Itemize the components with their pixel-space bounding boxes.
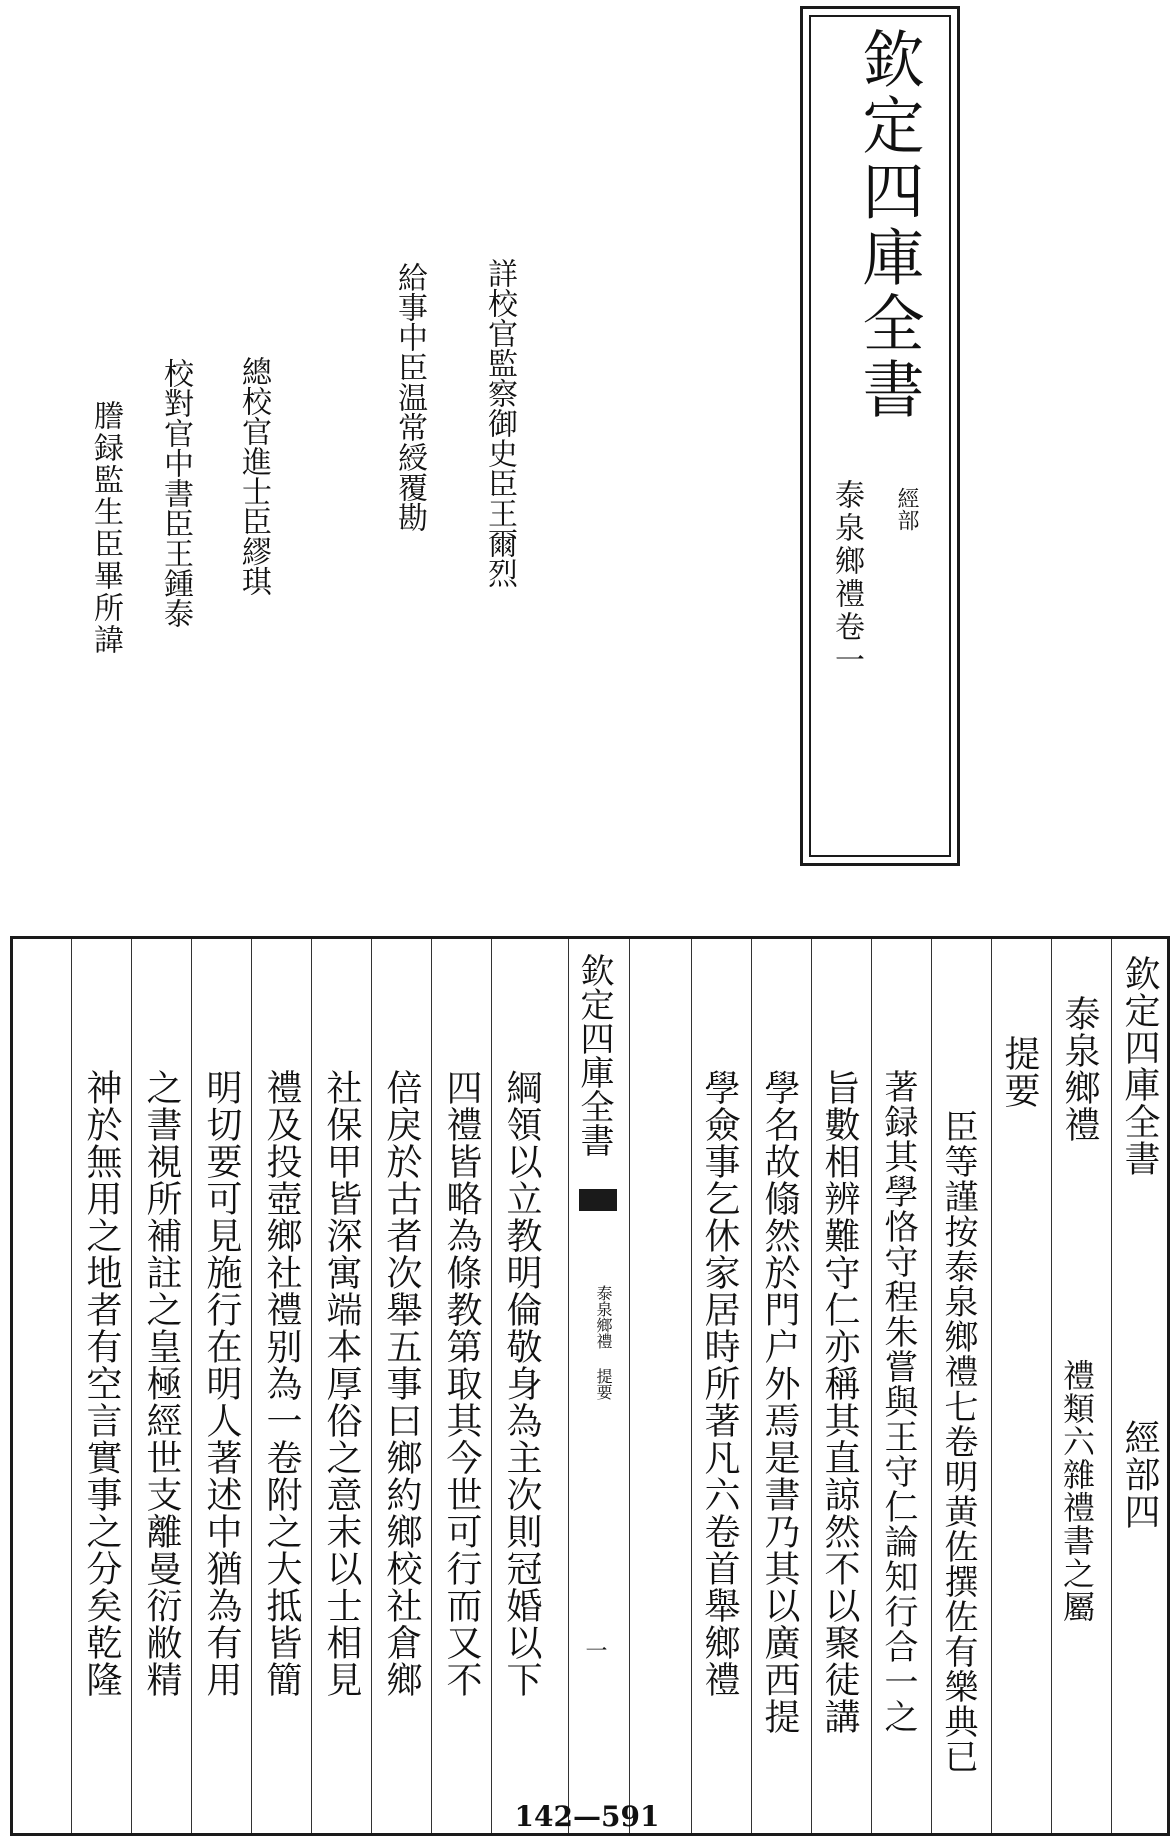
credit-proofreader: 詳校官監察御史臣王爾烈 bbox=[482, 258, 517, 588]
column-rule bbox=[751, 939, 752, 1833]
cover-volume: 泰泉鄉禮卷一 bbox=[829, 479, 864, 677]
text-line: 臣等謹按泰泉鄉禮七卷明黄佐撰佐有樂典已 bbox=[938, 1109, 978, 1774]
column-rule bbox=[71, 939, 72, 1833]
text-line: 神於無用之地者有空言實事之分矣乾隆 bbox=[81, 1069, 122, 1698]
credit-reviewer: 給事中臣温常綬覆勘 bbox=[392, 262, 427, 532]
column-rule bbox=[871, 939, 872, 1833]
column-rule bbox=[931, 939, 932, 1833]
column-rule bbox=[191, 939, 192, 1833]
center-fold bbox=[568, 939, 630, 1833]
text-line: 社保甲皆深寓端本厚俗之意末以士相見 bbox=[321, 1069, 362, 1698]
title-slip bbox=[800, 6, 960, 866]
page-number: 142—591 bbox=[514, 1800, 660, 1833]
fold-page-number: 一 bbox=[582, 1639, 607, 1661]
text-line: 綱領以立教明倫敬身為主次則冠婚以下 bbox=[501, 1069, 542, 1698]
fishtail-mark bbox=[579, 1189, 617, 1211]
column-rule bbox=[691, 939, 692, 1833]
column-rule bbox=[251, 939, 252, 1833]
column-rule bbox=[991, 939, 992, 1833]
credit-collator: 校對官中書臣王鍾泰 bbox=[158, 358, 193, 628]
text-line: 學僉事乞休家居時所著凡六卷首舉鄉禮 bbox=[699, 1069, 740, 1698]
cover-section: 經部 bbox=[894, 487, 919, 531]
header-category: 經部四 bbox=[1119, 1419, 1160, 1530]
column-rule bbox=[491, 939, 492, 1833]
credit-chief-collator: 總校官進士臣繆琪 bbox=[236, 356, 271, 596]
fold-subtitle: 泰泉鄉禮 提要 bbox=[594, 1285, 613, 1400]
text-line: 四禮皆略為條教第取其今世可行而又不 bbox=[441, 1069, 482, 1698]
text-line: 禮及投壺鄉社禮别為一卷附之大抵皆簡 bbox=[261, 1069, 302, 1698]
text-line: 倍戾於古者次舉五事曰鄉約鄉校社倉鄉 bbox=[381, 1069, 422, 1698]
text-line: 旨數相辨難守仁亦稱其直諒然不以聚徒講 bbox=[819, 1069, 860, 1735]
text-line: 著録其學恪守程朱嘗與王守仁論知行合一之 bbox=[878, 1069, 918, 1734]
text-line: 學名故翛然於門户外焉是書乃其以廣西提 bbox=[759, 1069, 800, 1735]
column-rule bbox=[131, 939, 132, 1833]
column-rule bbox=[431, 939, 432, 1833]
section-heading: 提要 bbox=[999, 1035, 1040, 1109]
cover-title: 欽定四庫全書 bbox=[852, 27, 925, 423]
column-rule bbox=[311, 939, 312, 1833]
text-page bbox=[10, 936, 1170, 1836]
text-line: 明切要可見施行在明人著述中猶為有用 bbox=[201, 1069, 242, 1698]
book-name: 泰泉鄉禮 bbox=[1059, 995, 1100, 1143]
cover-page bbox=[0, 0, 1174, 910]
text-line: 之書視所補註之皇極經世支離曼衍敝精 bbox=[141, 1069, 182, 1698]
category-detail: 禮類六雜禮書之屬 bbox=[1058, 1359, 1096, 1623]
column-rule bbox=[1051, 939, 1052, 1833]
fold-title: 欽定四庫全書 bbox=[574, 953, 614, 1157]
column-rule bbox=[1111, 939, 1112, 1833]
header-title: 欽定四庫全書 bbox=[1119, 955, 1160, 1177]
column-rule bbox=[811, 939, 812, 1833]
credit-copyist: 謄録監生臣畢所諱 bbox=[88, 400, 123, 656]
column-rule bbox=[371, 939, 372, 1833]
